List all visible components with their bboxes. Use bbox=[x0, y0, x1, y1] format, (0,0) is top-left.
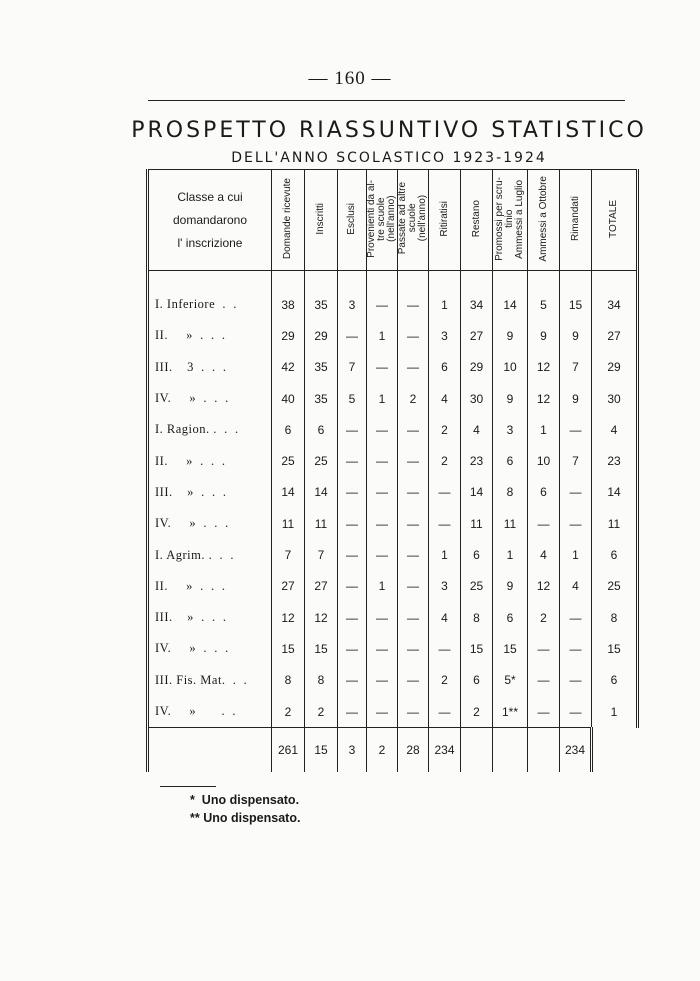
table-cell: 4 bbox=[528, 539, 560, 570]
table-cell: 34 bbox=[461, 271, 493, 321]
table-cell: 5 bbox=[528, 271, 560, 321]
total-cell: 3 bbox=[338, 728, 367, 773]
top-rule bbox=[148, 100, 625, 101]
table-cell: 1 bbox=[528, 414, 560, 445]
table-cell: 27 bbox=[272, 571, 305, 602]
table-cell: — bbox=[367, 508, 398, 539]
table-cell: 3 bbox=[429, 320, 461, 351]
table-cell: 1 bbox=[493, 539, 528, 570]
table-cell: 6 bbox=[493, 445, 528, 476]
page-number: — 160 — bbox=[308, 68, 392, 89]
table-cell: 8 bbox=[461, 602, 493, 633]
table-cell: — bbox=[338, 571, 367, 602]
total-cell: 28 bbox=[398, 728, 429, 773]
table-cell: 30 bbox=[592, 383, 638, 414]
column-header-label: Passate ad altre scuole (nell'anno) bbox=[397, 182, 428, 255]
totals-body bbox=[148, 728, 638, 773]
table-cell: — bbox=[367, 665, 398, 696]
column-header-label: TOTALE bbox=[608, 199, 619, 238]
table-cell: — bbox=[398, 633, 429, 664]
row-label: IV. » . . . bbox=[148, 508, 272, 539]
total-cell: 234 bbox=[560, 728, 592, 773]
table-cell: 35 bbox=[305, 271, 338, 321]
table-cell: — bbox=[398, 352, 429, 383]
table-cell: 12 bbox=[528, 571, 560, 602]
totals-row bbox=[148, 728, 638, 773]
table-cell: 11 bbox=[272, 508, 305, 539]
statistics-table-container bbox=[146, 169, 636, 780]
table-cell: 6 bbox=[461, 539, 493, 570]
table-cell: — bbox=[398, 696, 429, 728]
table-cell: 8 bbox=[493, 477, 528, 508]
row-label: I. Ragion. . . . bbox=[148, 414, 272, 445]
table-cell: 1 bbox=[429, 271, 461, 321]
table-cell: 15 bbox=[560, 271, 592, 321]
table-cell: — bbox=[560, 414, 592, 445]
table-cell: — bbox=[398, 602, 429, 633]
table-cell: — bbox=[367, 445, 398, 476]
table-cell: 2 bbox=[429, 414, 461, 445]
footnotes bbox=[190, 791, 300, 827]
table-cell: 7 bbox=[560, 445, 592, 476]
table-cell: 2 bbox=[528, 602, 560, 633]
table-cell: 7 bbox=[305, 539, 338, 570]
table-row bbox=[148, 602, 638, 633]
table-row bbox=[148, 383, 638, 414]
table-cell: — bbox=[398, 665, 429, 696]
row-label: III. 3 . . . bbox=[148, 352, 272, 383]
row-label: II. » . . . bbox=[148, 445, 272, 476]
table-cell: 4 bbox=[429, 383, 461, 414]
table-cell: 3 bbox=[338, 271, 367, 321]
column-header bbox=[305, 170, 338, 271]
table-cell: 27 bbox=[461, 320, 493, 351]
table-cell: 8 bbox=[305, 665, 338, 696]
table-cell: 25 bbox=[272, 445, 305, 476]
column-header-label: Domande ricevute bbox=[282, 177, 293, 260]
column-header bbox=[461, 170, 493, 271]
table-cell: 40 bbox=[272, 383, 305, 414]
table-cell: 15 bbox=[461, 633, 493, 664]
table-cell: — bbox=[528, 665, 560, 696]
table-cell: 29 bbox=[592, 352, 638, 383]
table-cell: 1 bbox=[560, 539, 592, 570]
table-cell: — bbox=[338, 508, 367, 539]
table-cell: 2 bbox=[272, 696, 305, 728]
table-cell: — bbox=[367, 539, 398, 570]
column-header bbox=[429, 170, 461, 271]
table-row bbox=[148, 414, 638, 445]
table-cell: 5* bbox=[493, 665, 528, 696]
table-cell: — bbox=[338, 320, 367, 351]
table-row bbox=[148, 352, 638, 383]
table-row bbox=[148, 633, 638, 664]
table-cell: 1 bbox=[367, 571, 398, 602]
page-subtitle: DELL'ANNO SCOLASTICO 1923-1924 bbox=[231, 150, 547, 166]
statistics-table bbox=[146, 169, 639, 772]
row-label: I. Inferiore . . bbox=[148, 271, 272, 321]
table-cell: — bbox=[338, 602, 367, 633]
table-cell: 27 bbox=[305, 571, 338, 602]
footnote-rule bbox=[160, 786, 216, 787]
row-header-label: Classe a cui domandarono l' inscrizione bbox=[172, 189, 248, 250]
table-cell: 8 bbox=[592, 602, 638, 633]
table-cell: 14 bbox=[272, 477, 305, 508]
column-header bbox=[592, 170, 638, 271]
table-cell: 14 bbox=[592, 477, 638, 508]
table-cell: 1 bbox=[367, 383, 398, 414]
table-cell: 1 bbox=[367, 320, 398, 351]
table-cell: 2 bbox=[461, 696, 493, 728]
column-header bbox=[272, 170, 305, 271]
row-header-cell bbox=[148, 170, 272, 271]
table-cell: 35 bbox=[305, 352, 338, 383]
total-cell bbox=[461, 728, 493, 773]
table-cell: 4 bbox=[461, 414, 493, 445]
total-cell bbox=[493, 728, 528, 773]
row-label: III. » . . . bbox=[148, 602, 272, 633]
table-cell: 15 bbox=[272, 633, 305, 664]
column-header-label: Esclusi bbox=[346, 202, 357, 235]
column-header-label: Ammessi a Ottobre bbox=[537, 175, 549, 262]
table-cell: 29 bbox=[461, 352, 493, 383]
table-cell: — bbox=[367, 477, 398, 508]
table-cell: — bbox=[429, 477, 461, 508]
table-cell: — bbox=[429, 696, 461, 728]
table-cell: 3 bbox=[493, 414, 528, 445]
table-cell: 10 bbox=[528, 445, 560, 476]
table-cell: — bbox=[338, 539, 367, 570]
table-row bbox=[148, 320, 638, 351]
table-cell: 9 bbox=[493, 571, 528, 602]
table-cell: 2 bbox=[429, 445, 461, 476]
table-cell: 14 bbox=[493, 271, 528, 321]
table-cell: — bbox=[560, 508, 592, 539]
total-cell: 234 bbox=[429, 728, 461, 773]
table-cell: 12 bbox=[305, 602, 338, 633]
table-cell: 11 bbox=[592, 508, 638, 539]
table-cell: 4 bbox=[429, 602, 461, 633]
table-cell: 5 bbox=[338, 383, 367, 414]
table-cell: 6 bbox=[493, 602, 528, 633]
total-cell: 261 bbox=[272, 728, 305, 773]
row-label: III. » . . . bbox=[148, 477, 272, 508]
table-cell: 8 bbox=[272, 665, 305, 696]
table-cell: 15 bbox=[493, 633, 528, 664]
table-cell: 6 bbox=[592, 539, 638, 570]
table-cell: 9 bbox=[493, 383, 528, 414]
table-cell: 27 bbox=[592, 320, 638, 351]
table-cell: 34 bbox=[592, 271, 638, 321]
table-cell: 7 bbox=[272, 539, 305, 570]
table-cell: — bbox=[367, 696, 398, 728]
table-cell: 23 bbox=[592, 445, 638, 476]
table-cell: 15 bbox=[305, 633, 338, 664]
table-cell: — bbox=[560, 665, 592, 696]
table-cell: 6 bbox=[429, 352, 461, 383]
table-cell: 6 bbox=[461, 665, 493, 696]
column-header-label: Ritiratisi bbox=[438, 200, 450, 237]
table-cell: 29 bbox=[305, 320, 338, 351]
table-cell: 38 bbox=[272, 271, 305, 321]
table-cell: — bbox=[398, 271, 429, 321]
page-title: PROSPETTO RIASSUNTIVO STATISTICO bbox=[131, 118, 647, 143]
table-cell: — bbox=[367, 602, 398, 633]
table-row bbox=[148, 508, 638, 539]
table-cell: 25 bbox=[461, 571, 493, 602]
table-cell: — bbox=[398, 414, 429, 445]
row-label: II. » . . . bbox=[148, 571, 272, 602]
table-cell: 25 bbox=[592, 571, 638, 602]
header-row bbox=[148, 170, 638, 271]
table-cell: — bbox=[398, 477, 429, 508]
column-header-label: Restano bbox=[470, 199, 482, 238]
table-cell: — bbox=[398, 508, 429, 539]
row-label: I. Agrim. . . . bbox=[148, 539, 272, 570]
table-row bbox=[148, 271, 638, 321]
table-row bbox=[148, 665, 638, 696]
table-cell: 7 bbox=[560, 352, 592, 383]
table-cell: 2 bbox=[305, 696, 338, 728]
table-cell: 6 bbox=[592, 665, 638, 696]
row-label: II. » . . . bbox=[148, 320, 272, 351]
table-body bbox=[148, 271, 638, 728]
table-cell: 3 bbox=[429, 571, 461, 602]
column-header-label: Provenienti da al- tre scuole (nell'anno) bbox=[366, 179, 397, 258]
table-cell: — bbox=[560, 696, 592, 728]
table-cell: — bbox=[398, 445, 429, 476]
table-cell: — bbox=[338, 445, 367, 476]
table-cell: 9 bbox=[560, 320, 592, 351]
table-cell: 23 bbox=[461, 445, 493, 476]
table-cell: 9 bbox=[493, 320, 528, 351]
table-cell: — bbox=[367, 633, 398, 664]
table-cell: 6 bbox=[305, 414, 338, 445]
table-row bbox=[148, 539, 638, 570]
table-cell: 25 bbox=[305, 445, 338, 476]
row-label: IV. » . . bbox=[148, 696, 272, 728]
total-cell: 15 bbox=[305, 728, 338, 773]
table-cell: 4 bbox=[592, 414, 638, 445]
table-row bbox=[148, 571, 638, 602]
table-cell: 12 bbox=[272, 602, 305, 633]
column-header-label: Inscritti bbox=[315, 202, 326, 235]
table-cell: 1 bbox=[592, 696, 638, 728]
table-cell: — bbox=[338, 696, 367, 728]
table-cell: — bbox=[338, 414, 367, 445]
table-cell: — bbox=[528, 633, 560, 664]
table-cell: 2 bbox=[398, 383, 429, 414]
table-cell: — bbox=[367, 271, 398, 321]
table-cell: — bbox=[429, 633, 461, 664]
total-cell bbox=[528, 728, 560, 773]
table-cell: — bbox=[560, 477, 592, 508]
table-cell: — bbox=[398, 320, 429, 351]
column-header bbox=[367, 170, 398, 271]
table-cell: 9 bbox=[560, 383, 592, 414]
column-header-label: Promossi per scru- tinio Ammessi a Luglio bbox=[494, 176, 525, 261]
column-header-label: Rimandati bbox=[569, 195, 581, 242]
table-cell: — bbox=[367, 414, 398, 445]
footnote-1: * Uno dispensato. bbox=[190, 793, 300, 807]
column-header bbox=[493, 170, 528, 271]
table-cell: 14 bbox=[305, 477, 338, 508]
column-header bbox=[338, 170, 367, 271]
table-cell: — bbox=[528, 696, 560, 728]
table-cell: 4 bbox=[560, 571, 592, 602]
table-cell: 30 bbox=[461, 383, 493, 414]
table-cell: 9 bbox=[528, 320, 560, 351]
table-cell: 7 bbox=[338, 352, 367, 383]
table-cell: 6 bbox=[528, 477, 560, 508]
table-cell: — bbox=[338, 665, 367, 696]
table-cell: — bbox=[398, 539, 429, 570]
row-label: IV. » . . . bbox=[148, 383, 272, 414]
table-cell: — bbox=[338, 633, 367, 664]
table-cell: — bbox=[429, 508, 461, 539]
footnote-2: ** Uno dispensato. bbox=[190, 811, 301, 825]
table-cell: — bbox=[560, 602, 592, 633]
totals-label-cell bbox=[148, 728, 272, 773]
table-cell: 35 bbox=[305, 383, 338, 414]
table-cell: 1** bbox=[493, 696, 528, 728]
table-cell: 2 bbox=[429, 665, 461, 696]
table-cell: 6 bbox=[272, 414, 305, 445]
table-row bbox=[148, 445, 638, 476]
table-cell: 42 bbox=[272, 352, 305, 383]
column-header bbox=[528, 170, 560, 271]
total-cell: 2 bbox=[367, 728, 398, 773]
table-cell: 12 bbox=[528, 383, 560, 414]
table-cell: — bbox=[528, 508, 560, 539]
table-row bbox=[148, 696, 638, 728]
table-cell: 11 bbox=[493, 508, 528, 539]
row-label: III. Fis. Mat. . . bbox=[148, 665, 272, 696]
table-cell: 10 bbox=[493, 352, 528, 383]
column-header bbox=[560, 170, 592, 271]
table-cell: 14 bbox=[461, 477, 493, 508]
table-cell: — bbox=[398, 571, 429, 602]
table-cell: 15 bbox=[592, 633, 638, 664]
table-cell: 1 bbox=[429, 539, 461, 570]
table-cell: 12 bbox=[528, 352, 560, 383]
row-label: IV. » . . . bbox=[148, 633, 272, 664]
table-cell: — bbox=[560, 633, 592, 664]
table-cell: 11 bbox=[305, 508, 338, 539]
table-cell: 11 bbox=[461, 508, 493, 539]
table-cell: 29 bbox=[272, 320, 305, 351]
column-header bbox=[398, 170, 429, 271]
table-cell: — bbox=[338, 477, 367, 508]
table-row bbox=[148, 477, 638, 508]
table-cell: — bbox=[367, 352, 398, 383]
